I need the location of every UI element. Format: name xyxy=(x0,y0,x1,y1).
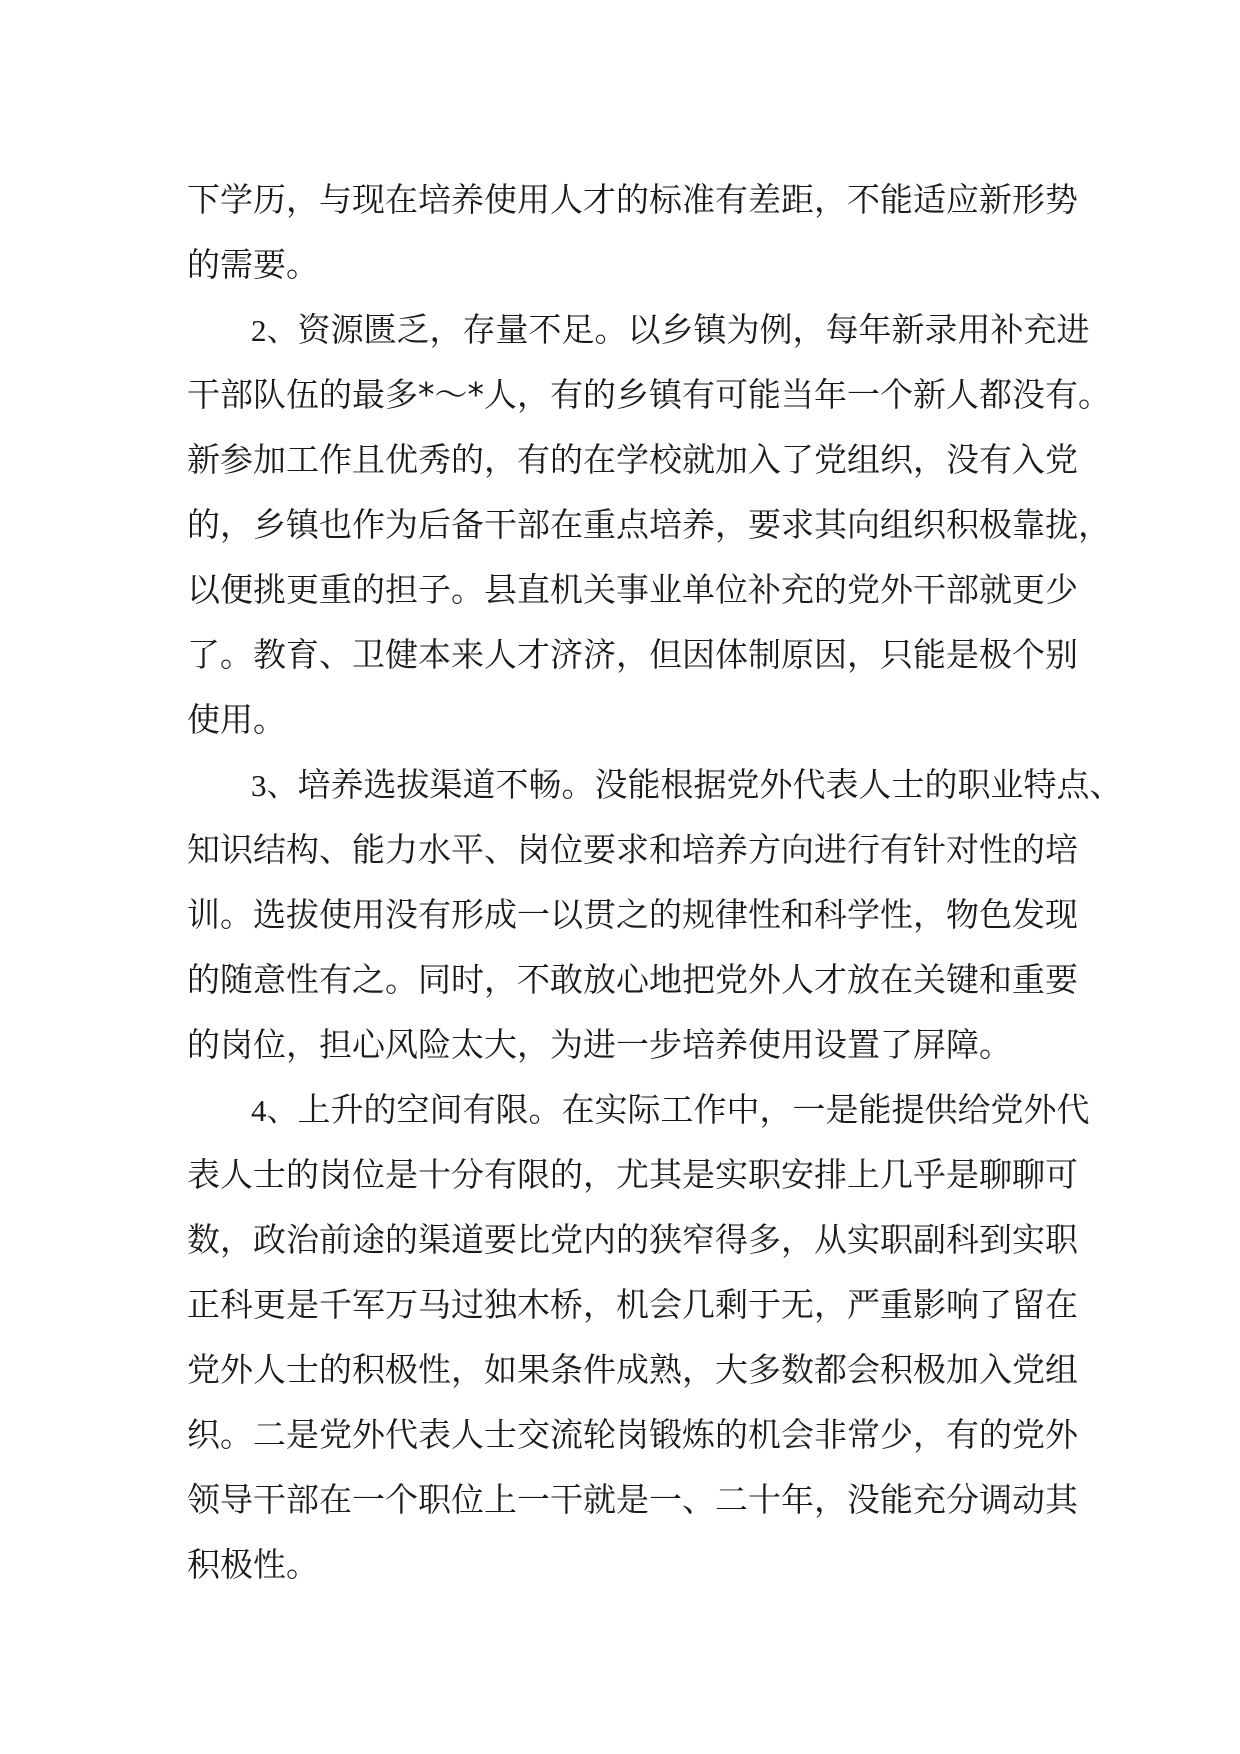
paragraph-number: 4、 xyxy=(251,1093,298,1128)
text-line: 以便挑更重的担子。县直机关事业单位补充的党外干部就更少 xyxy=(187,570,1078,609)
text-line: 党外人士的积极性，如果条件成熟，大多数都会积极加入党组 xyxy=(187,1350,1078,1389)
text-line: 下学历，与现在培养使用人才的标准有差距，不能适应新形势 xyxy=(187,180,1078,219)
paragraph xyxy=(187,297,1111,752)
paragraph xyxy=(187,1077,1090,1597)
text-span: 上升的空间有限。在实际工作中，一是能提供给党外代 xyxy=(297,1090,1090,1129)
text-line: 的，乡镇也作为后备干部在重点培养，要求其向组织积极靠拢， xyxy=(187,505,1111,544)
text-line: 使用。 xyxy=(187,700,286,739)
text-line: 表人士的岗位是十分有限的，尤其是实职安排上几乎是聊聊可 xyxy=(187,1155,1078,1194)
text-line: 干部队伍的最多*～*人，有的乡镇有可能当年一个新人都没有。 xyxy=(187,375,1111,414)
text-line: 了。教育、卫健本来人才济济，但因体制原因，只能是极个别 xyxy=(187,635,1078,674)
text-span: 培养选拔渠道不畅。没能根据党外代表人士的职业特点、 xyxy=(297,765,1123,804)
text-line: 积极性。 xyxy=(187,1545,319,1584)
text-line: 的需要。 xyxy=(187,245,319,284)
text-line xyxy=(187,752,1123,817)
paragraph xyxy=(187,167,1087,297)
text-line: 知识结构、能力水平、岗位要求和培养方向进行有针对性的培 xyxy=(187,830,1078,869)
text-line: 新参加工作且优秀的，有的在学校就加入了党组织，没有入党 xyxy=(187,440,1078,479)
text-line: 的随意性有之。同时，不敢放心地把党外人才放在关键和重要 xyxy=(187,960,1078,999)
text-line: 数，政治前途的渠道要比党内的狭窄得多，从实职副科到实职 xyxy=(187,1220,1078,1259)
paragraph-number: 3、 xyxy=(251,768,298,803)
text-span: 资源匮乏，存量不足。以乡镇为例，每年新录用补充进 xyxy=(297,310,1090,349)
text-line xyxy=(187,1077,1090,1142)
document-body xyxy=(187,167,1123,1597)
text-line: 领导干部在一个职位上一干就是一、二十年，没能充分调动其 xyxy=(187,1480,1078,1519)
text-line: 训。选拔使用没有形成一以贯之的规律性和科学性，物色发现 xyxy=(187,895,1078,934)
paragraph-number: 2、 xyxy=(251,313,298,348)
text-line xyxy=(187,297,1090,362)
paragraph xyxy=(187,752,1123,1077)
text-line: 的岗位，担心风险太大，为进一步培养使用设置了屏障。 xyxy=(187,1025,1012,1064)
text-line: 正科更是千军万马过独木桥，机会几剩于无，严重影响了留在 xyxy=(187,1285,1078,1324)
text-line: 织。二是党外代表人士交流轮岗锻炼的机会非常少，有的党外 xyxy=(187,1415,1078,1454)
